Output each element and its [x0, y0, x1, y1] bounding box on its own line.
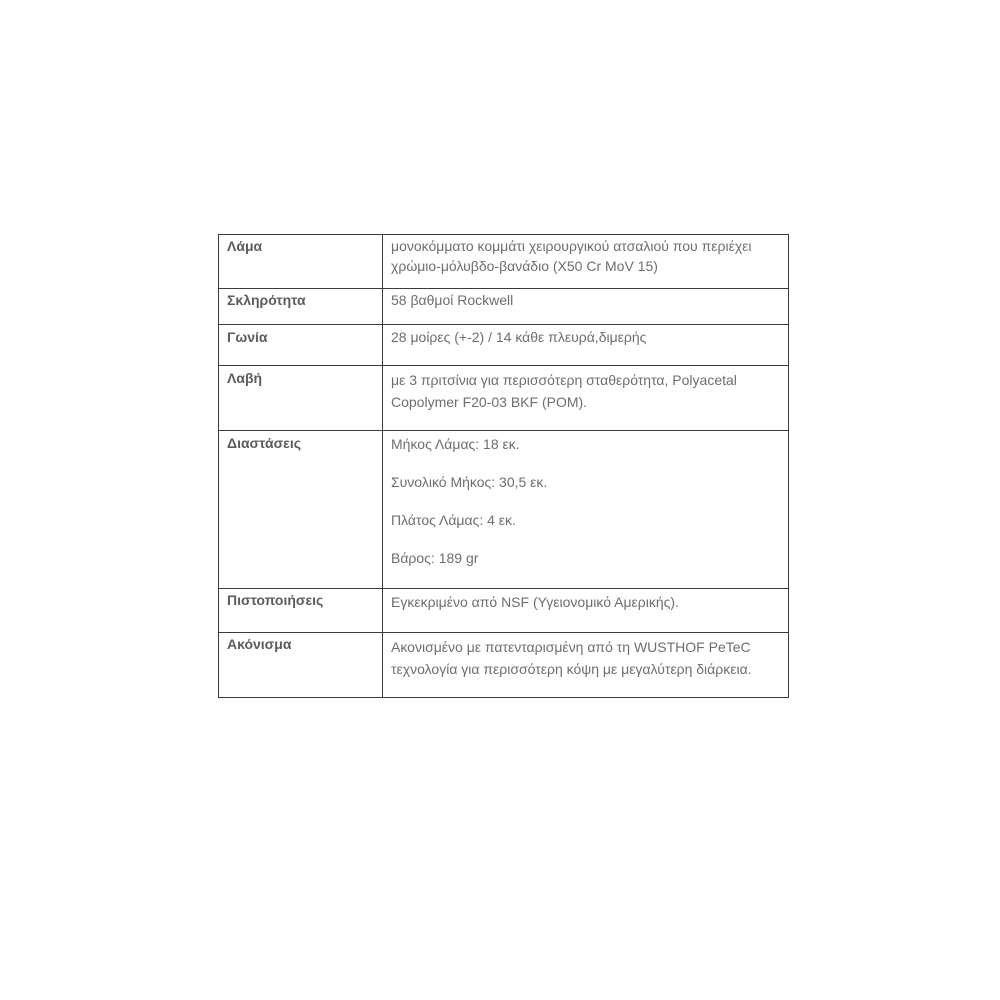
table-row-dimensions — [219, 431, 789, 589]
row-value: Εγκεκριμένο από NSF (Υγειονομικό Αμερικής). — [383, 589, 789, 633]
row-value: μονοκόμματο κομμάτι χειρουργικού ατσαλιού που περιέχει χρώμιο-μόλυβδο-βανάδιο (X50 Cr MoV 15) — [383, 235, 789, 289]
blade-width-text: Πλάτος Λάμας: 4 εκ. — [391, 512, 516, 528]
row-label: Λάμα — [219, 235, 383, 289]
row-value: με 3 πριτσίνια για περισσότερη σταθερότητα, Polyacetal Copolymer F20-03 BKF (POM). — [383, 366, 789, 431]
table-row-hardness — [219, 289, 789, 325]
row-label: Γωνία — [219, 325, 383, 366]
total-length-text: Συνολικό Μήκος: 30,5 εκ. — [391, 474, 548, 490]
row-value-dimensions — [383, 431, 789, 589]
row-label: Λαβή — [219, 366, 383, 431]
weight-text: Βάρος: 189 gr — [391, 550, 479, 566]
row-label: Σκληρότητα — [219, 289, 383, 325]
row-label: Πιστοποιήσεις — [219, 589, 383, 633]
row-value: 28 μοίρες (+-2) / 14 κάθε πλευρά,διμερής — [383, 325, 789, 366]
specifications-table — [218, 234, 789, 698]
row-label: Ακόνισμα — [219, 633, 383, 698]
table-row-angle — [219, 325, 789, 366]
table-row-sharpening — [219, 633, 789, 698]
row-value: 58 βαθμοί Rockwell — [383, 289, 789, 325]
table-row-certifications — [219, 589, 789, 633]
table-row-blade — [219, 235, 789, 289]
blade-length-text: Μήκος Λάμας: 18 εκ. — [391, 436, 520, 452]
row-label: Διαστάσεις — [219, 431, 383, 589]
row-value: Ακονισμένο με πατενταρισμένη από τη WUSTHOF PeTeC τεχνολογία για περισσότερη κόψη με μεγαλύτερη διάρκεια. — [383, 633, 789, 698]
table-row-handle — [219, 366, 789, 431]
